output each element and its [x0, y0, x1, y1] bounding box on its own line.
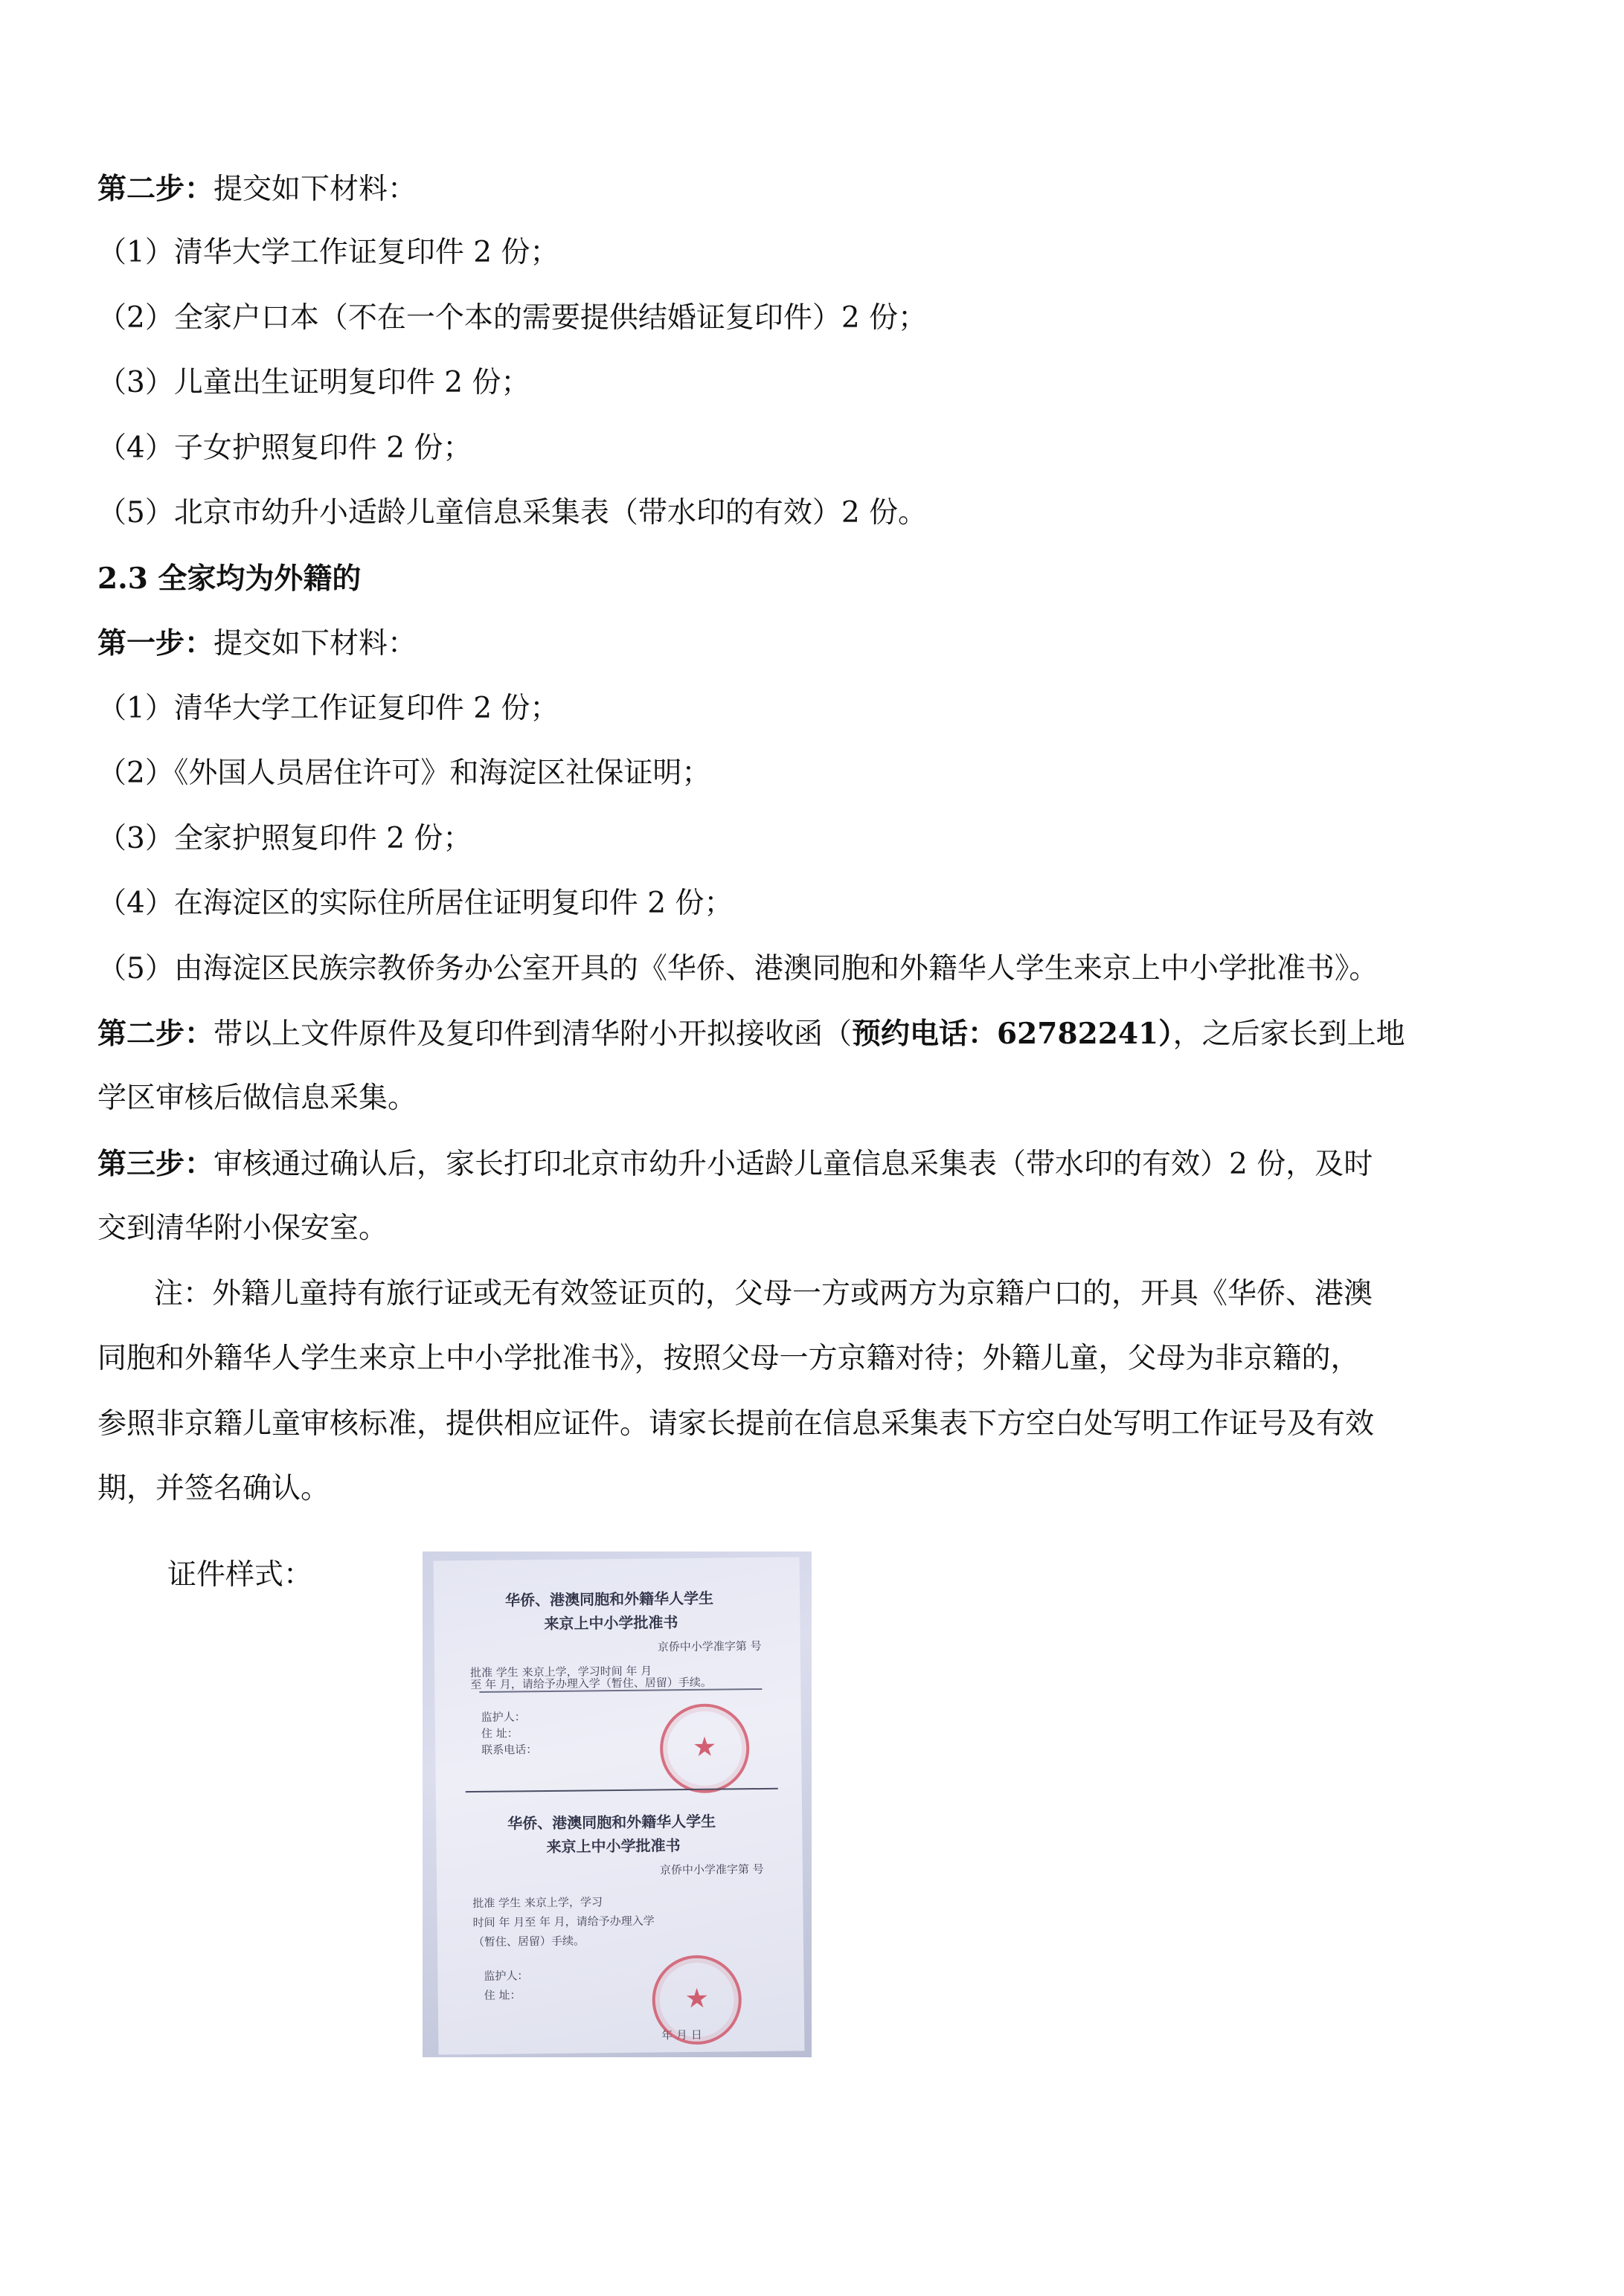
list-item: （1）清华大学工作证复印件 2 份；: [97, 236, 559, 269]
list-item: （3）全家护照复印件 2 份；: [97, 822, 472, 855]
certificate-guardian: 监护人：: [484, 1969, 529, 1983]
step-two-line: [97, 168, 1526, 210]
step-three-heading: 第三步：: [97, 1147, 214, 1181]
official-seal-icon: ★: [652, 1955, 742, 2045]
certificate-contact: 联系电话：: [481, 1743, 538, 1757]
list-item: （4）子女护照复印件 2 份；: [97, 431, 472, 465]
step-two-text-wrap: 学区审核后做信息采集。: [97, 1081, 417, 1115]
list-item: （3）儿童出生证明复印件 2 份；: [97, 366, 530, 399]
certificate-subtitle: 来京上中小学批准书: [546, 1836, 681, 1856]
certificate-row: 至 年 月，请给予办理入学（暂住、居留）手续。: [470, 1675, 712, 1692]
note-line: 同胞和外籍华人学生来京上中小学批准书》，按照父母一方京籍对待；外籍儿童，父母为非京籍的，: [97, 1342, 1360, 1375]
certificate-title: 华侨、港澳同胞和外籍华人学生: [504, 1589, 714, 1610]
step-two-heading: 第二步：: [97, 1017, 214, 1051]
step-two-line: [97, 1013, 1526, 1055]
list-item: （2）全家户口本（不在一个本的需要提供结婚证复印件）2 份；: [97, 301, 928, 335]
certificate-address: 住 址：: [484, 1988, 521, 2002]
step-two-text-cont: ，之后家长到上地: [1172, 1017, 1405, 1051]
step-one-text: 提交如下材料：: [214, 627, 417, 660]
step-two-text: 提交如下材料：: [214, 173, 417, 206]
certificate-date: 年 月 日: [661, 2028, 702, 2042]
section-heading: 2.3 全家均为外籍的: [97, 562, 362, 596]
list-item: （2）《外国人员居住许可》和海淀区社保证明；: [97, 756, 711, 790]
cut-line: [466, 1788, 778, 1792]
certificate-address: 住 址：: [481, 1726, 519, 1740]
step-one-line: [97, 623, 1526, 665]
certificate-row: 时间 年 月至 年 月，请给予办理入学: [472, 1914, 655, 1930]
certificate-paper: [434, 1557, 805, 2054]
certificate-row: 批准 学生 来京上学，学习时间 年 月: [470, 1664, 652, 1680]
list-item: （5）北京市幼升小适龄儿童信息采集表（带水印的有效）2 份。: [97, 496, 928, 530]
step-three-line: [97, 1143, 1526, 1186]
list-item: （5）由海淀区民族宗教侨务办公室开具的《华侨、港澳同胞和外籍华人学生来京上中小学批准书》。: [97, 952, 1379, 985]
note-line: 期，并签名确认。: [97, 1472, 330, 1505]
certificate-subtitle: 来京上中小学批准书: [544, 1613, 678, 1633]
sample-label: 证件样式：: [167, 1558, 313, 1592]
step-three-text: 审核通过确认后，家长打印北京市幼升小适龄儿童信息采集表（带水印的有效）2 份，及时: [214, 1148, 1373, 1181]
note-line: 参照非京籍儿童审核标准，提供相应证件。请家长提前在信息采集表下方空白处写明工作证号及有效: [97, 1407, 1375, 1441]
certificate-photo: [423, 1551, 812, 2057]
certificate-row: 批准 学生 来京上学，学习: [472, 1895, 603, 1911]
step-two-text: 带以上文件原件及复印件到清华附小开拟接收函（: [214, 1017, 853, 1051]
certificate-doc-no: 京侨中小学准字第 号: [657, 1639, 762, 1654]
list-item: （1）清华大学工作证复印件 2 份；: [97, 692, 559, 725]
certificate-guardian: 监护人：: [481, 1710, 526, 1724]
appointment-phone: 预约电话：62782241）: [852, 1017, 1173, 1051]
certificate-title: 华侨、港澳同胞和外籍华人学生: [507, 1812, 716, 1833]
list-item: （4）在海淀区的实际住所居住证明复印件 2 份；: [97, 887, 734, 920]
certificate-doc-no: 京侨中小学准字第 号: [659, 1862, 764, 1877]
certificate-row: （暂住、居留）手续。: [472, 1934, 585, 1949]
step-three-text-wrap: 交到清华附小保安室。: [97, 1212, 388, 1245]
step-two-heading: 第二步：: [97, 172, 214, 206]
note-line: 注：外籍儿童持有旅行证或无有效签证页的，父母一方或两方为京籍户口的，开具《华侨、港澳: [154, 1277, 1373, 1311]
step-one-heading: 第一步：: [97, 626, 214, 660]
official-seal-icon: ★: [660, 1703, 750, 1793]
